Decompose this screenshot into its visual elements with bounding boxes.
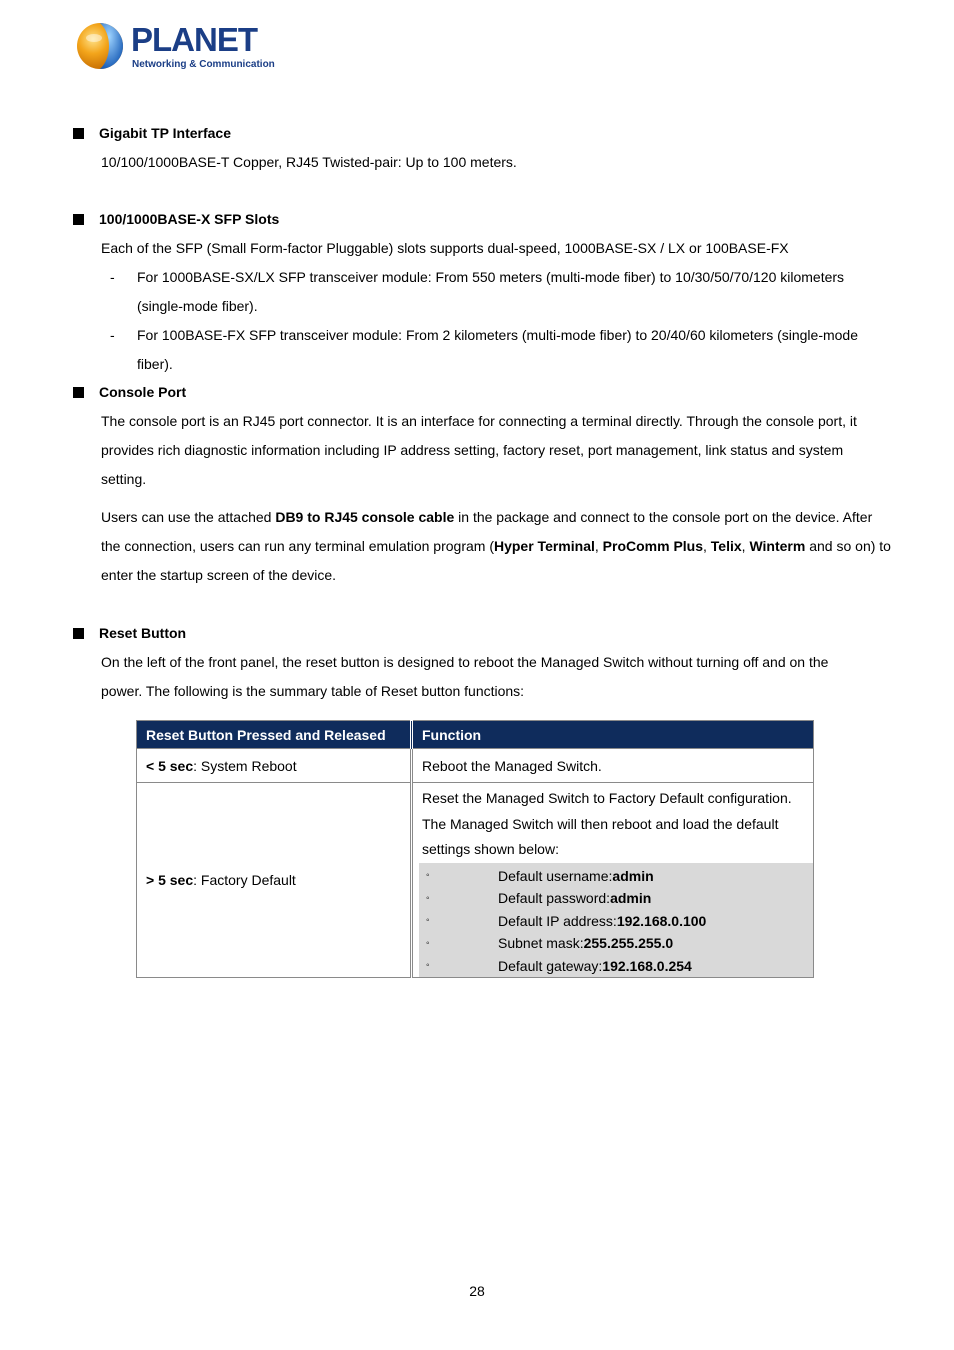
list-item: ◦ Default password: admin [426, 890, 652, 907]
table-cell: Reboot the Managed Switch. [412, 749, 814, 783]
section-gigabit-title: Gigabit TP Interface [73, 125, 231, 141]
list-item: ◦ Default IP address: 192.168.0.100 [426, 912, 707, 929]
default-settings-list [419, 863, 814, 978]
square-bullet-icon [73, 128, 84, 139]
table-cell: > 5 sec: Factory Default [137, 783, 412, 978]
column-header: Reset Button Pressed and Released [137, 721, 412, 749]
square-bullet-icon [73, 387, 84, 398]
table-row [137, 783, 814, 978]
section-reset-title: Reset Button [73, 625, 186, 641]
table-cell: < 5 sec: System Reboot [137, 749, 412, 783]
list-item: - For 1000BASE-SX/LX SFP transceiver module: From 550 meters (multi-mode fiber) to 10/30/50/70/120 kilometers (single-mode fiber). [110, 269, 845, 314]
list-item: ◦ Default username: admin [426, 867, 654, 884]
table-cell: Reset the Managed Switch to Factory Default configuration. The Managed Switch will then reboot and load the default settings shown below: ◦ Default username: admin ◦ Default password: admin ◦ Default IP address: 192.168.0.100 ◦ Subnet mask: 255.255.255.0 ◦ Default gateway: 192.168.0.254 [412, 783, 814, 978]
reset-functions-table [136, 720, 814, 978]
square-bullet-icon [73, 628, 84, 639]
console-description: The console port is an RJ45 port connector. It is an interface for connecting a terminal directly. Through the console port, it provides rich diagnostic information including IP address setting, factory reset, port management, link status and system setting. [101, 413, 857, 487]
reset-description: On the left of the front panel, the reset button is designed to reboot the Managed Switch without turning off and on the power. The following is the summary table of Reset button functions: [101, 654, 829, 699]
table-header-row [137, 721, 814, 749]
section-sfp-title: 100/1000BASE-X SFP Slots [73, 211, 279, 227]
square-bullet-icon [73, 214, 84, 225]
globe-icon [76, 18, 276, 74]
list-item: - For 100BASE-FX SFP transceiver module: From 2 kilometers (multi-mode fiber) to 20/40/60 kilometers (single-mode fiber). [110, 327, 859, 372]
column-header: Function [412, 721, 814, 749]
list-item: ◦ Subnet mask: 255.255.255.0 [426, 935, 674, 952]
planet-logo [76, 18, 276, 74]
list-item: ◦ Default gateway: 192.168.0.254 [426, 957, 692, 974]
svg-text:PLANET: PLANET [131, 21, 257, 58]
sfp-description: Each of the SFP (Small Form-factor Pluggable) slots supports dual-speed, 1000BASE-SX / LX or 100BASE-FX [101, 240, 789, 256]
table-row [137, 749, 814, 783]
console-usage-paragraph: Users can use the attached DB9 to RJ45 console cable in the package and connect to the console port on the device. After the connection, users can run any terminal emulation program (Hyper Terminal, ProComm Plus, Telix, Winterm and so on) to enter the startup screen of the device. [101, 509, 891, 583]
gigabit-description: 10/100/1000BASE-T Copper, RJ45 Twisted-pair: Up to 100 meters. [101, 154, 517, 170]
svg-text:Networking & Communication: Networking & Communication [132, 59, 275, 70]
section-console-title: Console Port [73, 384, 186, 400]
page-number: 28 [469, 1283, 485, 1299]
